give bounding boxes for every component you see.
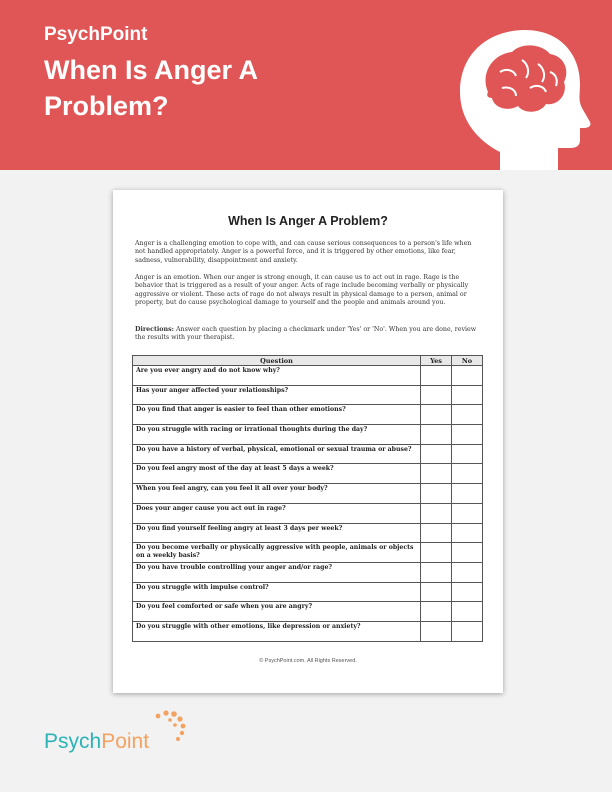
yes-checkbox-cell[interactable] [421, 523, 452, 543]
no-checkbox-cell[interactable] [452, 503, 483, 523]
yes-checkbox-cell[interactable] [421, 464, 452, 484]
question-cell: Do you have trouble controlling your anger and/or rage? [133, 562, 421, 582]
question-cell: Do you become verbally or physically aggressive with people, animals or objects on a weekly basis? [133, 543, 421, 563]
yes-checkbox-cell[interactable] [421, 562, 452, 582]
no-checkbox-cell[interactable] [452, 523, 483, 543]
page-title: When Is Anger A Problem? [44, 55, 258, 121]
table-row [133, 562, 483, 582]
no-checkbox-cell[interactable] [452, 425, 483, 445]
no-checkbox-cell[interactable] [452, 405, 483, 425]
header-banner [0, 0, 612, 170]
worksheet-title: When Is Anger A Problem? [228, 214, 388, 228]
no-checkbox-cell[interactable] [452, 366, 483, 386]
directions-paragraph [135, 326, 481, 343]
table-row [133, 405, 483, 425]
head-brain-icon [430, 12, 600, 170]
question-cell: Has your anger affected your relationships? [133, 385, 421, 405]
table-row [133, 484, 483, 504]
yes-checkbox-cell[interactable] [421, 366, 452, 386]
intro-paragraph: Anger is a challenging emotion to cope with, and can cause serious consequences to a person's life when not handled appropriately. Anger is a powerful force, and it is triggered by other emotions, like fear, sadness, vulnerability, disappointment and anxiety. [135, 240, 472, 264]
logo-word-psych: Psych [44, 730, 102, 753]
table-row [133, 464, 483, 484]
table-row [133, 621, 483, 641]
no-checkbox-cell[interactable] [452, 385, 483, 405]
yes-checkbox-cell[interactable] [421, 385, 452, 405]
table-row [133, 503, 483, 523]
question-cell: When you feel angry, can you feel it all over your body? [133, 484, 421, 504]
question-cell: Do you find yourself feeling angry at least 3 days per week? [133, 523, 421, 543]
yes-checkbox-cell[interactable] [421, 425, 452, 445]
table-row [133, 444, 483, 464]
no-checkbox-cell[interactable] [452, 562, 483, 582]
question-cell: Do you feel comforted or safe when you are angry? [133, 602, 421, 622]
dots-arc-icon [144, 708, 204, 748]
directions-label: Directions: [135, 326, 174, 333]
no-checkbox-cell[interactable] [452, 621, 483, 641]
table-row [133, 543, 483, 563]
logo-word-point: Point [101, 730, 150, 753]
question-cell: Do you feel angry most of the day at least 5 days a week? [133, 464, 421, 484]
question-table [132, 355, 483, 642]
yes-checkbox-cell[interactable] [421, 543, 452, 563]
table-row [133, 366, 483, 386]
question-cell: Do you have a history of verbal, physical, emotional or sexual trauma or abuse? [133, 444, 421, 464]
yes-checkbox-cell[interactable] [421, 405, 452, 425]
table-header-row [133, 356, 483, 366]
rage-paragraph: Anger is an emotion. When our anger is strong enough, it can cause us to act out in rage. Rage is the behavior that is triggered as a result of your anger. Acts of rage include becoming verbally or physically aggressive or violent. These acts of rage do not always result in physical damage to a person, animal or property, but do cause psychological damage to yourself and the people and animals around you. [135, 274, 469, 307]
question-cell: Do you struggle with other emotions, like depression or anxiety? [133, 621, 421, 641]
footer-logo[interactable] [44, 708, 204, 768]
no-checkbox-cell[interactable] [452, 602, 483, 622]
question-cell: Do you struggle with racing or irrational thoughts during the day? [133, 425, 421, 445]
table-row [133, 523, 483, 543]
no-checkbox-cell[interactable] [452, 464, 483, 484]
table-row [133, 602, 483, 622]
directions-text: Answer each question by placing a checkmark under 'Yes' or 'No'. When you are done, review the results with your therapist. [135, 326, 477, 342]
question-cell: Do you struggle with impulse control? [133, 582, 421, 602]
yes-checkbox-cell[interactable] [421, 484, 452, 504]
no-checkbox-cell[interactable] [452, 543, 483, 563]
table-row [133, 385, 483, 405]
yes-checkbox-cell[interactable] [421, 602, 452, 622]
yes-column-header: Yes [421, 356, 452, 366]
yes-checkbox-cell[interactable] [421, 621, 452, 641]
no-checkbox-cell[interactable] [452, 582, 483, 602]
no-checkbox-cell[interactable] [452, 484, 483, 504]
yes-checkbox-cell[interactable] [421, 582, 452, 602]
no-checkbox-cell[interactable] [452, 444, 483, 464]
yes-checkbox-cell[interactable] [421, 503, 452, 523]
copyright-notice: © PsychPoint.com. All Rights Reserved. [259, 658, 357, 664]
table-row [133, 582, 483, 602]
brand-name: PsychPoint [44, 24, 148, 45]
question-cell: Does your anger cause you act out in rage? [133, 503, 421, 523]
no-column-header: No [452, 356, 483, 366]
question-cell: Do you find that anger is easier to feel than other emotions? [133, 405, 421, 425]
question-cell: Are you ever angry and do not know why? [133, 366, 421, 386]
table-row [133, 425, 483, 445]
worksheet-preview [113, 190, 503, 693]
yes-checkbox-cell[interactable] [421, 444, 452, 464]
logo-wordmark [44, 730, 149, 754]
question-column-header: Question [133, 356, 421, 366]
